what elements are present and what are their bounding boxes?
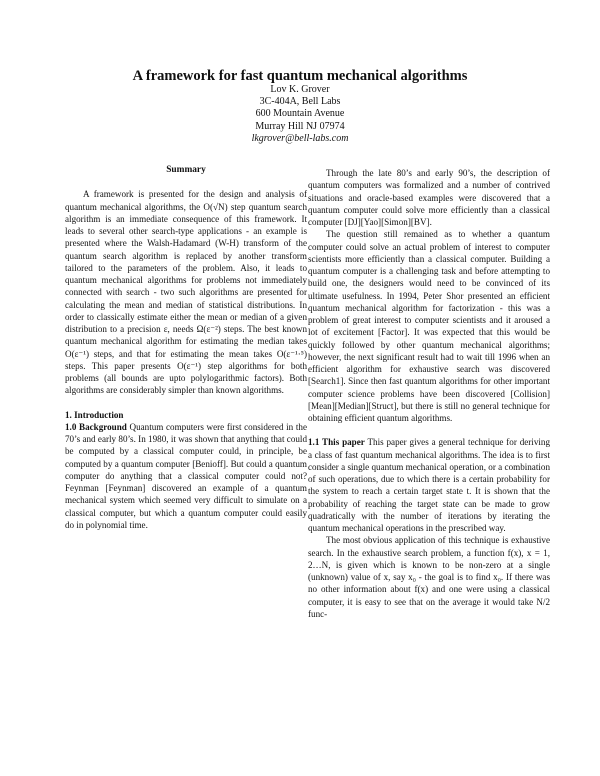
author-affiliation-room: 3C-404A, Bell Labs [259,96,341,108]
shor-paragraph: The question still remained as to whether a quantum computer could solve an actual problem of interest to computer scientists more efficiently than a classical computer. Building a quantum computer is a challenging task and before attempting to build one, the designers would need to be convinced of its ultimate usefulness. In 1994, Peter Shor presented an efficient quantum mechanical algorithm for factorization - this was a problem of great interest to computer scientists and it aroused a lot of excitement [Factor]. It was expected that this would be quickly followed by other quantum mechanical algorithms; however, the next significant result had to wait till 1996 when an efficient algorithm for exhaustive search was discovered [Search1]. Since then fast quantum algorithms for other important computer science problems have been discovered [Collision][Mean][Median][Struct], but there is still no general technique for obtaining efficient quantum algorithms. [308,229,550,423]
intro-heading: 1. Introduction [65,409,124,420]
summary-heading: Summary [166,165,206,175]
right-column [308,167,550,620]
this-paper-paragraph [308,436,550,534]
background-paragraph [65,421,307,531]
background-heading: 1.0 Background [65,421,127,432]
author-email: lkgrover@bell-labs.com [251,132,349,144]
author-name: Lov K. Grover [270,84,330,95]
history-paragraph: Through the late 80’s and early 90’s, the description of quantum computers was formalized and a number of contrived situations and oracle-based examples were discovered that a quantum computer could solve more efficiently than a classical computer [DJ][Yao][Simon][BV]. [308,168,550,227]
author-block [0,84,600,145]
search-paragraph: The most obvious application of this technique is exhaustive search. In the exhaustive search problem, a function f(x), x = 1, 2…N, is given which is known to be non-zero at a single (unknown) value of x, say x₀ - the goal is to find x₀. If there was no other information about f(x) and one were using a classical computer, it is easy to see that on the average it would take N/2 func- [308,535,550,619]
background-text: Quantum computers were first considered in the 70’s and early 80’s. In 1980, it was shown that anything that could be computed by a classical computer could, in principle, be computed by a quantum computer [Benioff]. But could a quantum computer do anything that a classical computer could not? Feynman [Feynman] discovered an example of a quantum mechanical system which seemed very difficult to simulate on a classical computer, but which a quantum computer could easily do in polynomial time. [65,421,307,530]
left-column [65,164,307,531]
summary-paragraph: A framework is presented for the design and analysis of quantum mechanical algorithms, the O(√N) step quantum search algorithm is an immediate consequence of this framework. It leads to several other search-type applications - an example is presented where the Walsh-Hadamard (W-H) transform of the quantum search algorithm is replaced by another transform tailored to the parameters of the problem. Also, it leads to quantum mechanical algorithms for problems not immediately connected with search - two such algorithms are presented for calculating the mean and median of statistical distributions. In order to classically estimate either the mean or median of a given distribution to a precision ε, needs Ω(ε⁻²) steps. The best known quantum mechanical algorithm for estimating the median takes O(ε⁻¹) steps, and that for estimating the mean takes O(ε⁻¹·⁵) steps. This paper presents O(ε⁻¹) step algorithms for both problems (all bounds are upto polylogarithmic factors). Both algorithms are considerably simpler than known algorithms. [65,189,307,396]
this-paper-heading: 1.1 This paper [308,437,365,448]
paper-title: A framework for fast quantum mechanical algorithms [132,68,468,84]
author-affiliation-city: Murray Hill NJ 07974 [255,120,345,132]
author-affiliation-street: 600 Mountain Avenue [255,108,345,120]
this-paper-text: This paper gives a general technique for deriving a class of fast quantum mechanical algorithms. The idea is to first consider a single quantum mechanical operation, or a combination of such operations, due to which there is a certain probability for the system to reach a certain target state t. It is shown that the probability of reaching the target state can be made to grow quadratically with the number of iterations by iterating the quantum mechanical operations in the prescribed way. [308,437,550,533]
